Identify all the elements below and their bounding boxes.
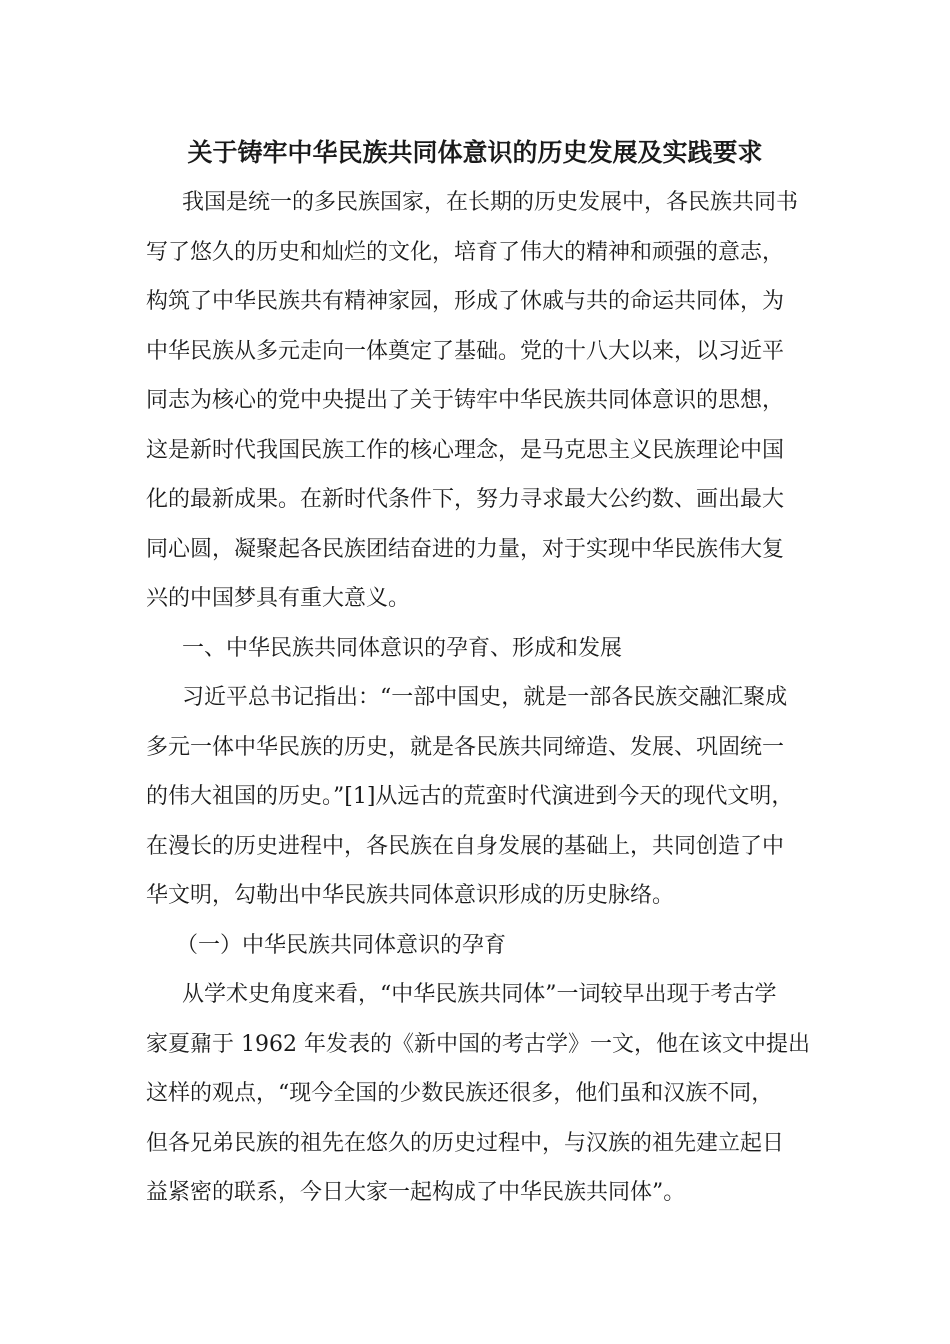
text-line: 同志为核心的党中央提出了关于铸牢中华民族共同体意识的思想，	[146, 388, 785, 413]
document-title: 关于铸牢中华民族共同体意识的历史发展及实践要求	[187, 138, 763, 167]
text-line: 的伟大祖国的历史。”[1]从远古的荒蛮时代演进到今天的现代文明，	[146, 784, 794, 809]
paragraph-academic	[146, 970, 810, 1218]
section-heading-1	[146, 624, 804, 674]
text-line: 从学术史角度来看，“中华民族共同体”一词较早出现于考古学	[182, 982, 777, 1007]
text-line: 家夏鼐于 1962 年发表的《新中国的考古学》一文，他在该文中提出	[146, 1031, 810, 1057]
subsection-heading-1	[146, 921, 804, 971]
text-line: 习近平总书记指出：“一部中国史，就是一部各民族交融汇聚成	[182, 685, 788, 710]
text-line: 我国是统一的多民族国家，在长期的历史发展中，各民族共同书	[182, 190, 799, 215]
text-line: 多元一体中华民族的历史，就是各民族共同缔造、发展、巩固统一	[146, 734, 785, 760]
text-line: 同心圆，凝聚起各民族团结奋进的力量，对于实现中华民族伟大复	[146, 536, 785, 562]
text-line: 益紧密的联系，今日大家一起构成了中华民族共同体”。	[146, 1180, 686, 1205]
text-line: 这样的观点，“现今全国的少数民族还很多，他们虽和汉族不同，	[146, 1081, 774, 1106]
paragraph-history	[146, 673, 804, 921]
text-line: 构筑了中华民族共有精神家园，形成了休戚与共的命运共同体，为	[146, 289, 785, 314]
section-heading-text: 一、中华民族共同体意识的孕育、形成和发展	[182, 635, 623, 661]
text-line: 中华民族从多元走向一体奠定了基础。党的十八大以来，以习近平	[146, 338, 785, 364]
text-line: 在漫长的历史进程中，各民族在自身发展的基础上，共同创造了中	[146, 833, 785, 859]
text-line: 化的最新成果。在新时代条件下，努力寻求最大公约数、画出最大	[146, 487, 785, 512]
paragraph-intro	[146, 178, 804, 624]
text-line: 写了悠久的历史和灿烂的文化，培育了伟大的精神和顽强的意志，	[146, 239, 785, 265]
text-line: 华文明，勾勒出中华民族共同体意识形成的历史脉络。	[146, 883, 675, 908]
text-line: 但各兄弟民族的祖先在悠久的历史过程中，与汉族的祖先建立起日	[146, 1130, 785, 1156]
subsection-heading-text: （一）中华民族共同体意识的孕育	[176, 932, 507, 958]
text-line: 兴的中国梦具有重大意义。	[146, 586, 411, 611]
text-line: 这是新时代我国民族工作的核心理念，是马克思主义民族理论中国	[146, 437, 785, 463]
